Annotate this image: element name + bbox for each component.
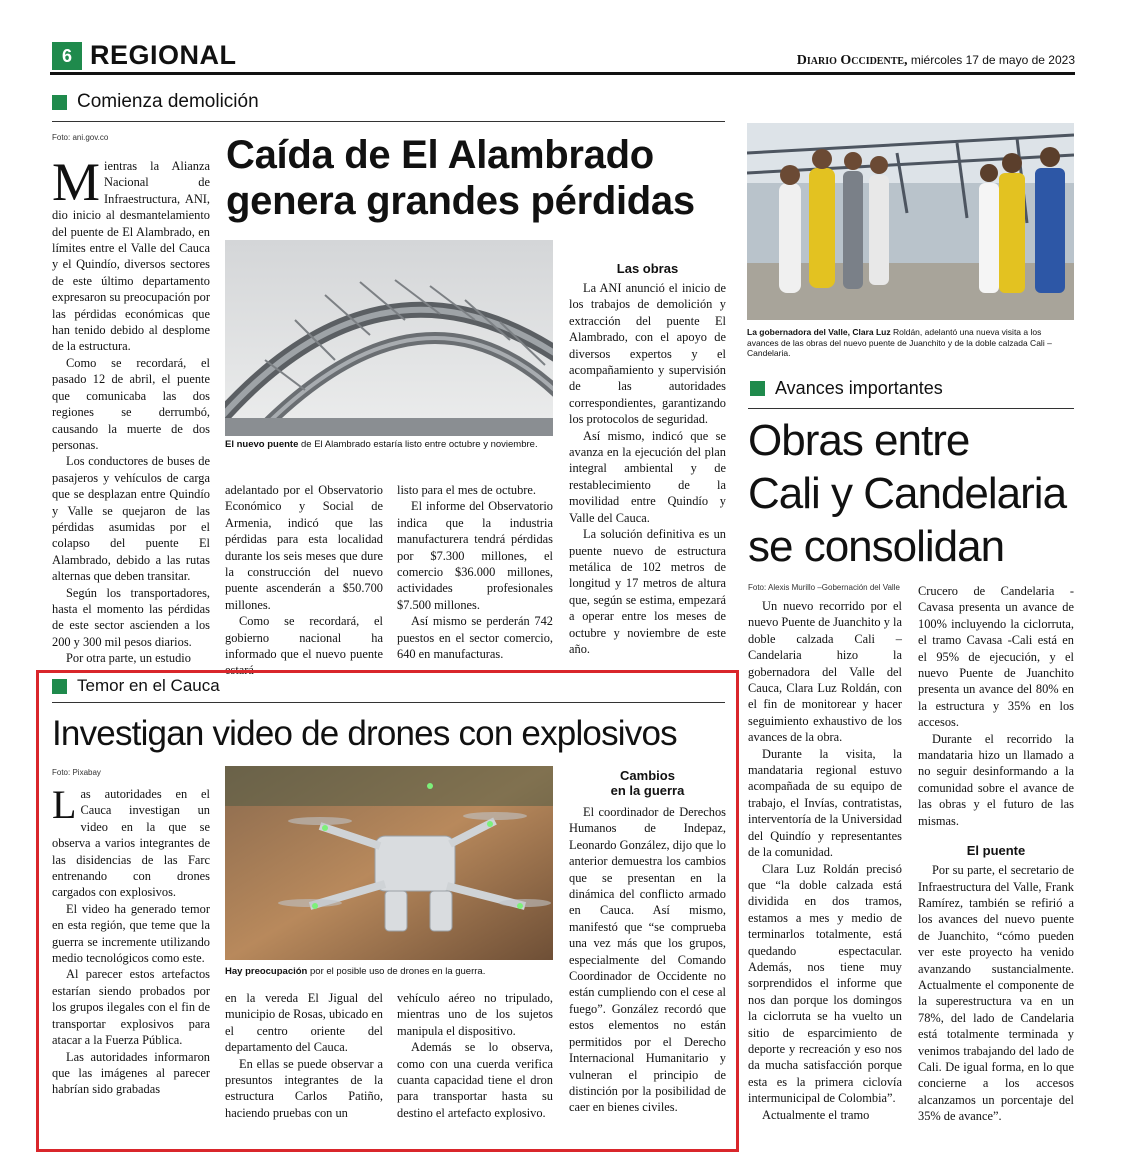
article2-column-1: Un nuevo recorrido por el nuevo Puente de Juanchito y la doble calzada Cali –Candelaria hizo la gobernadora del Valle del Cauca, Clara Luz Roldán, con el fin de monitorear y hacer seguimiento exhaustivo de los avances de la obra. Durante la visita, la mandataria regional estuvo acompañada de su equipo de trabajo, el Invías, contratistas, interventoría de la Universidad del Quindío y representantes de la comunidad. Clara Luz Roldán precisó que “la doble calzada está dividida en dos tramos, estamos a mes y medio de terminarlos totalmente, está quedando espectacular. Además, nos tiene muy sorprendidos el informe que nos dan porque los domingos la ciclorruta se ha vuelto un sitio de esparcimiento de deporte y recreación y eso nos da mucha satisfacción porque esta es la primera ciclovía intermunicipal de Colombia”. Actualmente el tramo — [748, 599, 902, 1122]
bridge-photo — [225, 240, 553, 436]
drone-photo-caption: Hay preocupación por el posible uso de drones en la guerra. — [225, 966, 486, 977]
article2-kicker-text: Avances importantes — [775, 378, 943, 398]
paper-name: Diario Occidente, — [796, 53, 908, 68]
article1-dropcap: M — [52, 152, 101, 212]
green-square-icon — [750, 381, 765, 396]
article1-column-1: Mientras la Alianza Nacional de Infraestructura, ANI, dio inicio al desmantelamiento del puente de El Alambrado, en límites entre el Valle del Cauca y el Quindío, diversos sectores de este último departamento expresaron su preocupación por las pérdidas económicas que han tenido debido al desplome de la estructura. Como se recordará, el pasado 12 de abril, el puente que comunicaba las dos regiones se derrumbó, causando la muerte de dos personas. Los conductores de buses de pasajeros y vehículos de carga que se desplazan entre Quindío y Valle se quejaron de las pérdidas asumidas por el colapso del puente El Alambrado, debido a las rutas alternas que deben transitar. Según los transportadores, hasta el momento las pérdidas de este sector ascienden a los 200 y 300 mil pesos diarios. Por otra parte, un estudio — [52, 152, 210, 666]
article2-headline: Obras entre Cali y Candelaria se consolidan — [748, 416, 1067, 571]
article1-headline-line2: genera grandes pérdidas — [226, 179, 695, 223]
section-title: REGIONAL — [90, 40, 237, 70]
article3-kicker — [52, 676, 220, 696]
article2-column-2: Crucero de Candelaria - Cavasa presenta un avance de 100% incluyendo la ciclorruta, el tramo Cavasa -Cali está en el 95% de ejecución, y el nuevo Puente de Juanchito presenta un avance del 80% en la estructura y 35% en los accesos. Durante el recorrido la mandataria hizo un llamado a no seguir desinformando a la comunidad sobre el avance de las obras y el futuro de las mismas. El puente Por su parte, el secretario de Infraestructura del Valle, Frank Ramírez, también se refirió a los avances del nuevo puente de Juanchito, “cómo pueden ver este proyecto ha venido avanzando sustancialmente. Actualmente el componente de la superestructura va en un 78%, del lado de Candelaria está totalmente terminada y venimos trabajando del lado de Cali. De igual forma, en lo que concierne a los accesos alcanzamos un porcentaje del 35% de avance”. — [918, 584, 1074, 1124]
article3-headline: Investigan video de drones con explosivos — [52, 714, 677, 753]
article2-photo-credit: Foto: Alexis Murillo –Gobernación del Valle — [748, 583, 900, 592]
article1-column-4: Las obras La ANI anunció el inicio de los trabajos de demolición y extracción del puente El Alambrado, con el apoyo de diversos expertos y el acompañamiento y supervisión de las autoridades correspondientes, garantizando los protocolos de seguridad. Así mismo, indicó que se avanza en la ejecución del plan integral ambiental y de restablecimiento de la movilidad entre Quindío y Valle del Cauca. La solución definitiva es un puente nuevo de estructura metálica de 102 metros de longitud y 17 metros de altura que, según se estima, empezará a operar entre los meses de octubre y noviembre de este año. — [569, 261, 726, 656]
article3-column-4: Cambios en la guerra El coordinador de Derechos Humanos de Indepaz, Leonardo González, dijo que lo anterior demuestra los cambios que se presentan en la dinámica del conflicto armado en Cauca. Así mismo, manifestó que “se comprueba una vez más que los grupos, especialmente del Comando Coordinador de Occidente no están cumpliendo con el cese al fuego”. González recordó que estos elementos no están permitidos por el Derecho Internacional Humanitario y vulneran el principio de distinción por la posibilidad de caer en bienes civiles. — [569, 768, 726, 1115]
governor-visit-photo — [747, 123, 1074, 320]
article2-kicker — [750, 378, 943, 399]
header-rule — [50, 72, 1075, 75]
article3-dropcap: L — [52, 782, 77, 827]
green-square-icon — [52, 95, 67, 110]
article1-kicker-text: Comienza demolición — [77, 91, 259, 112]
article3-column-1: Las autoridades en el Cauca investigan un video en la que se observa a varios integrantes de las disidencias de las Farc entrenando con drones cargados con explosivos. El video ha generado temor en esta región, que teme que la guerra se incremente utilizando medio tecnológicos como este. Al parecer estos artefactos estarían siendo probados por los grupos ilegales con el fin de transportar explosivos para atacar a la Fuerza Pública. Las autoridades informaron que las imágenes al parecer habrían sido grabadas — [52, 782, 210, 1097]
article3-column-3: vehículo aéreo no tripulado, mientras uno de los sujetos manipula el dispositivo. Además se lo observa, como con una cuerda verifica cuanta capacidad tiene el dron para transportar hasta su destino el artefacto explosivo. — [397, 991, 553, 1120]
article1-subhead: Las obras — [616, 261, 679, 276]
green-square-icon — [52, 679, 67, 694]
article3-photo-credit: Foto: Pixabay — [52, 768, 101, 777]
issue-date: miércoles 17 de mayo de 2023 — [910, 53, 1075, 67]
article1-photo-credit: Foto: ani.gov.co — [52, 133, 109, 142]
article2-rule — [748, 408, 1074, 409]
article3-column-2: en la vereda El Jigual del municipio de Rosas, ubicado en el centro oriente del departamento del Cauca. En ellas se puede observar a presuntos integrantes de la estructura Carlos Patiño, haciendo pruebas con un — [225, 991, 383, 1120]
article1-kicker — [52, 91, 259, 113]
article2-subhead: El puente — [966, 843, 1026, 859]
drone-photo — [225, 766, 553, 960]
article1-column-3: listo para el mes de octubre. El informe del Observatorio indica que la industria manufacturera tendrá pérdidas por $7.300 millones, el comercio $36.000 millones, actividades profesionales $7.500 millones. Así mismo se perderán 742 puestos en el sector comercio, 640 en manufacturas. — [397, 483, 553, 662]
governor-photo-caption: La gobernadora del Valle, Clara Luz Roldán, adelantó una nueva visita a los avances de las obras del nuevo puente de Juanchito y de la doble calzada Cali –Candelaria. — [747, 327, 1052, 358]
masthead-date — [797, 53, 1075, 69]
article1-column-2: adelantado por el Observatorio Económico y Social de Armenia, indicó que las pérdidas para esta localidad durante los seis meses que dure la construcción del nuevo puente ascenderán a $50.700 millones. Como se recordará, el gobierno nacional ha informado que el nuevo puente estará — [225, 483, 383, 678]
article3-rule — [52, 702, 725, 703]
article3-kicker-text: Temor en el Cauca — [77, 676, 220, 695]
article3-subhead: Cambios en la guerra — [610, 768, 685, 798]
article1-headline-line1: Caída de El Alambrado — [226, 133, 654, 177]
bridge-photo-caption: El nuevo puente de El Alambrado estaría listo entre octubre y noviembre. — [225, 439, 538, 450]
page-number: 6 — [52, 42, 82, 70]
article1-rule — [52, 121, 725, 122]
article1-headline — [226, 132, 726, 224]
